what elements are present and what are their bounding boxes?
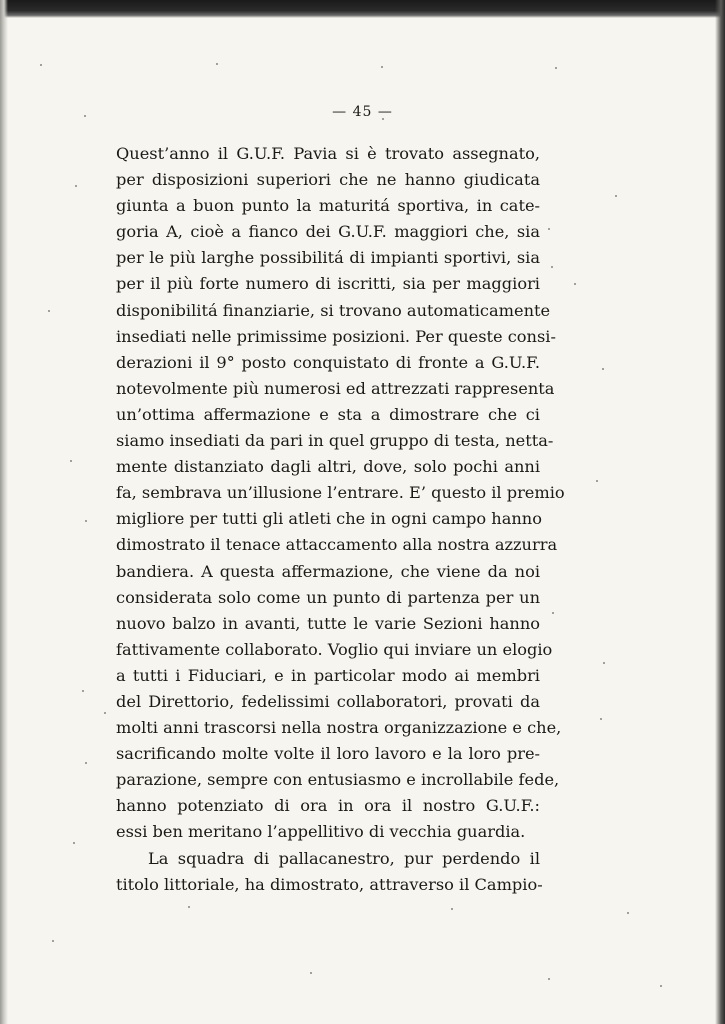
paragraph-start-line: La squadra di pallacanestro, pur perdendo il bbox=[148, 848, 540, 868]
text-line: del Direttorio, fedelissimi collaboratori, provati da bbox=[116, 691, 540, 711]
text-line: sacrificando molte volte il loro lavoro e la loro pre- bbox=[116, 744, 540, 764]
page-number: — 45 — bbox=[332, 104, 393, 120]
text-line: migliore per tutti gli atleti che in ogni campo hanno bbox=[116, 509, 542, 529]
text-line: hanno potenziato di ora in ora il nostro G.U.F.: bbox=[116, 796, 540, 816]
text-line: considerata solo come un punto di partenza per un bbox=[116, 587, 540, 607]
page-edge-left bbox=[0, 0, 8, 1024]
text-line: goria A, cioè a fianco dei G.U.F. maggiori che, sia bbox=[116, 222, 540, 242]
text-line: essi ben meritano l’appellitivo di vecchia guardia. bbox=[116, 822, 526, 842]
text-line: fattivamente collaborato. Voglio qui inviare un elogio bbox=[116, 639, 553, 659]
text-line: insediati nelle primissime posizioni. Per queste consi- bbox=[116, 326, 556, 346]
text-line: per il più forte numero di iscritti, sia per maggiori bbox=[116, 274, 540, 294]
text-line: notevolmente più numerosi ed attrezzati rappresenta bbox=[116, 378, 555, 398]
text-line: Quest’anno il G.U.F. Pavia si è trovato assegnato, bbox=[116, 144, 540, 163]
text-line: per le più larghe possibilitá di impianti sportivi, sia bbox=[116, 248, 540, 268]
text-line: titolo littoriale, ha dimostrato, attraverso il Campio- bbox=[116, 874, 543, 894]
text-line: giunta a buon punto la maturitá sportiva, in cate- bbox=[116, 196, 540, 216]
body-text bbox=[116, 141, 565, 898]
text-line: siamo insediati da pari in quel gruppo di testa, netta- bbox=[116, 431, 554, 451]
text-line: un’ottima affermazione e sta a dimostrare che ci bbox=[116, 404, 540, 424]
text-line: bandiera. A questa affermazione, che viene da noi bbox=[116, 561, 540, 581]
text-line: nuovo balzo in avanti, tutte le varie Sezioni hanno bbox=[116, 613, 540, 633]
scan-shadow-top bbox=[0, 0, 725, 18]
text-line: parazione, sempre con entusiasmo e incrollabile fede, bbox=[116, 770, 560, 790]
text-line: derazioni il 9° posto conquistato di fronte a G.U.F. bbox=[116, 352, 540, 372]
text-line: per disposizioni superiori che ne hanno giudicata bbox=[116, 170, 540, 190]
text-line: a tutti i Fiduciari, e in particolar modo ai membri bbox=[116, 665, 540, 685]
text-line: molti anni trascorsi nella nostra organizzazione e che, bbox=[116, 718, 562, 738]
text-line: dimostrato il tenace attaccamento alla nostra azzurra bbox=[116, 535, 558, 555]
page-edge-right bbox=[715, 0, 725, 1024]
text-line: disponibilitá finanziarie, si trovano automaticamente bbox=[116, 300, 551, 320]
text-line: fa, sembrava un’illusione l’entrare. E’ questo il premio bbox=[116, 483, 565, 503]
text-line: mente distanziato dagli altri, dove, solo pochi anni bbox=[116, 457, 540, 477]
